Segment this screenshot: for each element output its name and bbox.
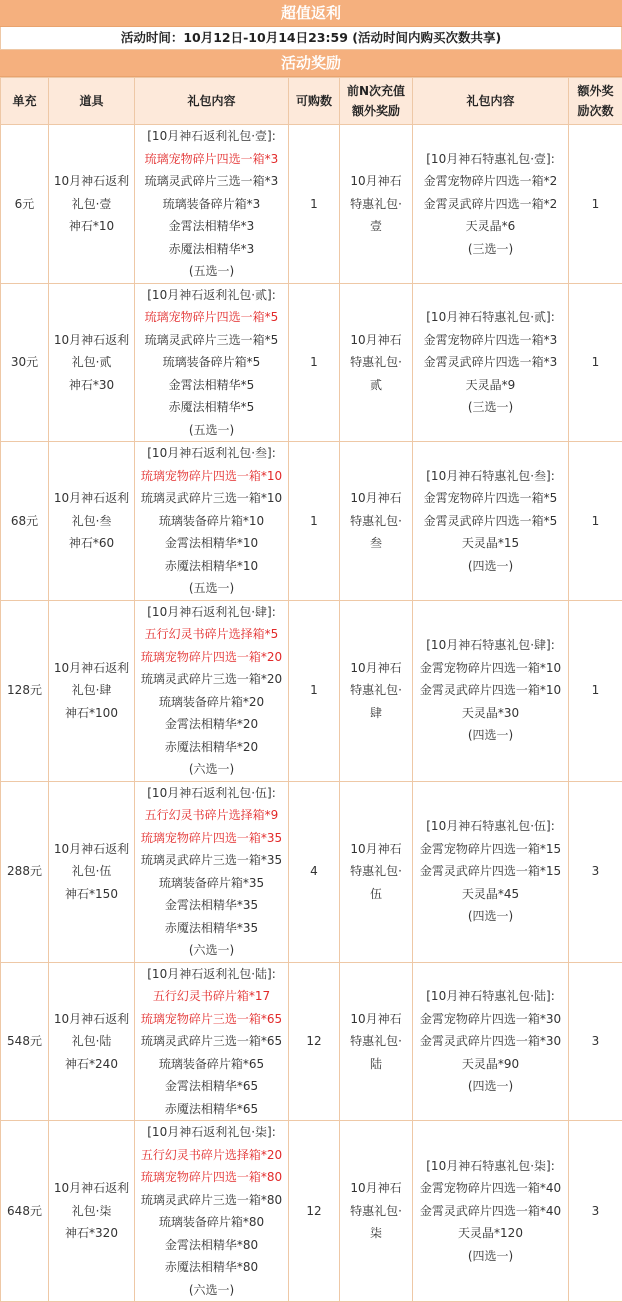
- item-cell: [49, 962, 135, 1121]
- cell-line: 金霄宠物碎片四选一箱*5: [413, 487, 568, 510]
- header-label: 励次数: [569, 101, 622, 121]
- cell-line: 琉璃宠物碎片四选一箱*10: [135, 465, 288, 488]
- cell-line: 赤魇法相精华*10: [135, 555, 288, 578]
- cell-line: 特惠礼包·: [340, 679, 412, 702]
- cell-line: 神石*60: [49, 532, 134, 555]
- cell-line: 30元: [1, 351, 48, 374]
- cell-line: 1: [289, 351, 339, 374]
- item-cell: [49, 125, 135, 284]
- header-label: 可购数: [289, 91, 339, 111]
- header-label: 额外奖: [569, 81, 622, 101]
- cell-line: 神石*240: [49, 1053, 134, 1076]
- cell-line: 琉璃灵武碎片三选一箱*5: [135, 329, 288, 352]
- cell-line: 12: [289, 1030, 339, 1053]
- cell-line: 赤魇法相精华*65: [135, 1098, 288, 1121]
- cell-line: 天灵晶*15: [413, 532, 568, 555]
- cell-line: (五选一): [135, 419, 288, 442]
- cell-line: 天灵晶*6: [413, 215, 568, 238]
- header-bonus-contents: [413, 78, 569, 125]
- table-row: [1, 600, 622, 781]
- cell-line: 天灵晶*90: [413, 1053, 568, 1076]
- bonus-contents-cell: [413, 125, 569, 284]
- cell-line: 礼包·肆: [49, 679, 134, 702]
- bonus-pack-cell: [340, 600, 413, 781]
- cell-line: 1: [569, 351, 622, 374]
- price-cell: [1, 600, 49, 781]
- bonus-times-cell: [569, 600, 622, 781]
- header-bonus-pack: [340, 78, 413, 125]
- cell-line: 10月神石返利: [49, 1008, 134, 1031]
- cell-line: [10月神石返利礼包·陆]:: [135, 963, 288, 986]
- cell-line: (四选一): [413, 1245, 568, 1268]
- cell-line: 金霄法相精华*5: [135, 374, 288, 397]
- cell-line: 五行幻灵书碎片选择箱*20: [135, 1144, 288, 1167]
- cell-line: 金霄灵武碎片四选一箱*2: [413, 193, 568, 216]
- cell-line: 1: [289, 679, 339, 702]
- buy-count-cell: [289, 600, 340, 781]
- cell-line: 琉璃装备碎片箱*20: [135, 691, 288, 714]
- bonus-contents-cell: [413, 283, 569, 442]
- cell-line: 68元: [1, 510, 48, 533]
- cell-line: 金霄灵武碎片四选一箱*10: [413, 679, 568, 702]
- header-label: 前N次充值: [340, 81, 412, 101]
- cell-line: 琉璃装备碎片箱*3: [135, 193, 288, 216]
- cell-line: 金霄法相精华*10: [135, 532, 288, 555]
- bonus-times-cell: [569, 442, 622, 601]
- cell-line: 琉璃装备碎片箱*80: [135, 1211, 288, 1234]
- bonus-pack-cell: [340, 962, 413, 1121]
- cell-line: 天灵晶*120: [413, 1222, 568, 1245]
- cell-line: 赤魇法相精华*3: [135, 238, 288, 261]
- cell-line: 琉璃灵武碎片三选一箱*65: [135, 1030, 288, 1053]
- cell-line: 金霄宠物碎片四选一箱*30: [413, 1008, 568, 1031]
- cell-line: 10月神石: [340, 657, 412, 680]
- cell-line: 10月神石返利: [49, 170, 134, 193]
- cell-line: 10月神石: [340, 487, 412, 510]
- cell-line: 10月神石返利: [49, 487, 134, 510]
- cell-line: 10月神石返利: [49, 1177, 134, 1200]
- cell-line: 赤魇法相精华*5: [135, 396, 288, 419]
- buy-count-cell: [289, 1121, 340, 1302]
- item-cell: [49, 442, 135, 601]
- header-label: 单充: [1, 91, 48, 111]
- cell-line: [10月神石特惠礼包·陆]:: [413, 985, 568, 1008]
- cell-line: 琉璃灵武碎片三选一箱*10: [135, 487, 288, 510]
- cell-line: 4: [289, 860, 339, 883]
- cell-line: 赤魇法相精华*35: [135, 917, 288, 940]
- cell-line: 五行幻灵书碎片选择箱*9: [135, 804, 288, 827]
- contents-cell: [135, 781, 289, 962]
- cell-line: 琉璃装备碎片箱*35: [135, 872, 288, 895]
- cell-line: 神石*150: [49, 883, 134, 906]
- cell-line: 琉璃装备碎片箱*5: [135, 351, 288, 374]
- cell-line: 琉璃宠物碎片四选一箱*5: [135, 306, 288, 329]
- page-title: 超值返利: [0, 0, 622, 27]
- price-cell: [1, 1121, 49, 1302]
- cell-line: 10月神石: [340, 329, 412, 352]
- table-body: [1, 125, 622, 1302]
- cell-line: (六选一): [135, 758, 288, 781]
- cell-line: 金霄宠物碎片四选一箱*3: [413, 329, 568, 352]
- cell-line: 礼包·伍: [49, 860, 134, 883]
- cell-line: (六选一): [135, 1279, 288, 1302]
- cell-line: 1: [569, 679, 622, 702]
- bonus-times-cell: [569, 1121, 622, 1302]
- cell-line: (六选一): [135, 939, 288, 962]
- cell-line: 壹: [340, 215, 412, 238]
- bonus-pack-cell: [340, 442, 413, 601]
- cell-line: 琉璃灵武碎片三选一箱*35: [135, 849, 288, 872]
- bonus-pack-cell: [340, 1121, 413, 1302]
- cell-line: 3: [569, 860, 622, 883]
- cell-line: 五行幻灵书碎片箱*17: [135, 985, 288, 1008]
- header-label: 道具: [49, 91, 134, 111]
- cell-line: [10月神石特惠礼包·叁]:: [413, 465, 568, 488]
- contents-cell: [135, 1121, 289, 1302]
- cell-line: 琉璃宠物碎片四选一箱*20: [135, 646, 288, 669]
- bonus-pack-cell: [340, 781, 413, 962]
- cell-line: [10月神石特惠礼包·柒]:: [413, 1155, 568, 1178]
- cell-line: 叁: [340, 532, 412, 555]
- cell-line: [10月神石返利礼包·壹]:: [135, 125, 288, 148]
- cell-line: 10月神石返利: [49, 657, 134, 680]
- cell-line: 金霄法相精华*3: [135, 215, 288, 238]
- activity-time: 活动时间：10月12日-10月14日23:59 (活动时间内购买次数共享): [0, 27, 622, 50]
- cell-line: 神石*320: [49, 1222, 134, 1245]
- buy-count-cell: [289, 125, 340, 284]
- contents-cell: [135, 283, 289, 442]
- header-item: [49, 78, 135, 125]
- cell-line: 琉璃宠物碎片四选一箱*80: [135, 1166, 288, 1189]
- cell-line: 特惠礼包·: [340, 860, 412, 883]
- item-cell: [49, 1121, 135, 1302]
- bonus-pack-cell: [340, 283, 413, 442]
- cell-line: 特惠礼包·: [340, 193, 412, 216]
- price-cell: [1, 962, 49, 1121]
- cell-line: 特惠礼包·: [340, 510, 412, 533]
- cell-line: 3: [569, 1030, 622, 1053]
- table-row: [1, 1121, 622, 1302]
- cell-line: [10月神石特惠礼包·肆]:: [413, 634, 568, 657]
- cell-line: (三选一): [413, 396, 568, 419]
- cell-line: 10月神石: [340, 1177, 412, 1200]
- bonus-contents-cell: [413, 442, 569, 601]
- cell-line: 贰: [340, 374, 412, 397]
- buy-count-cell: [289, 442, 340, 601]
- cell-line: 金霄法相精华*80: [135, 1234, 288, 1257]
- cell-line: 金霄宠物碎片四选一箱*15: [413, 838, 568, 861]
- cell-line: 金霄灵武碎片四选一箱*5: [413, 510, 568, 533]
- cell-line: 赤魇法相精华*80: [135, 1256, 288, 1279]
- cell-line: (三选一): [413, 238, 568, 261]
- rewards-table: [0, 77, 622, 1302]
- cell-line: 天灵晶*45: [413, 883, 568, 906]
- bonus-pack-cell: [340, 125, 413, 284]
- cell-line: 柒: [340, 1222, 412, 1245]
- item-cell: [49, 600, 135, 781]
- price-cell: [1, 781, 49, 962]
- cell-line: 金霄灵武碎片四选一箱*30: [413, 1030, 568, 1053]
- bonus-times-cell: [569, 125, 622, 284]
- header-label: 额外奖励: [340, 101, 412, 121]
- cell-line: 10月神石返利: [49, 329, 134, 352]
- cell-line: 礼包·壹: [49, 193, 134, 216]
- price-cell: [1, 125, 49, 284]
- cell-line: 金霄宠物碎片四选一箱*10: [413, 657, 568, 680]
- cell-line: (四选一): [413, 724, 568, 747]
- cell-line: 金霄法相精华*35: [135, 894, 288, 917]
- cell-line: 琉璃装备碎片箱*65: [135, 1053, 288, 1076]
- cell-line: 琉璃灵武碎片三选一箱*20: [135, 668, 288, 691]
- item-cell: [49, 781, 135, 962]
- cell-line: 12: [289, 1200, 339, 1223]
- cell-line: (四选一): [413, 1075, 568, 1098]
- cell-line: 1: [569, 193, 622, 216]
- cell-line: 礼包·贰: [49, 351, 134, 374]
- header-label: 礼包内容: [413, 91, 568, 111]
- header-label: 礼包内容: [135, 91, 288, 111]
- cell-line: 548元: [1, 1030, 48, 1053]
- cell-line: 陆: [340, 1053, 412, 1076]
- cell-line: [10月神石返利礼包·伍]:: [135, 782, 288, 805]
- table-row: [1, 781, 622, 962]
- buy-count-cell: [289, 283, 340, 442]
- cell-line: 金霄宠物碎片四选一箱*40: [413, 1177, 568, 1200]
- table-row: [1, 962, 622, 1121]
- cell-line: 赤魇法相精华*20: [135, 736, 288, 759]
- cell-line: 金霄宠物碎片四选一箱*2: [413, 170, 568, 193]
- cell-line: 金霄灵武碎片四选一箱*3: [413, 351, 568, 374]
- cell-line: 特惠礼包·: [340, 1200, 412, 1223]
- cell-line: 肆: [340, 702, 412, 725]
- bonus-contents-cell: [413, 962, 569, 1121]
- buy-count-cell: [289, 962, 340, 1121]
- table-row: [1, 283, 622, 442]
- cell-line: 1: [569, 510, 622, 533]
- cell-line: (五选一): [135, 260, 288, 283]
- cell-line: [10月神石特惠礼包·壹]:: [413, 148, 568, 171]
- bonus-times-cell: [569, 962, 622, 1121]
- cell-line: 天灵晶*9: [413, 374, 568, 397]
- cell-line: [10月神石返利礼包·叁]:: [135, 442, 288, 465]
- cell-line: (四选一): [413, 905, 568, 928]
- price-cell: [1, 283, 49, 442]
- cell-line: 金霄法相精华*65: [135, 1075, 288, 1098]
- cell-line: (四选一): [413, 555, 568, 578]
- cell-line: 五行幻灵书碎片选择箱*5: [135, 623, 288, 646]
- header-bonus-times: [569, 78, 622, 125]
- table-row: [1, 442, 622, 601]
- cell-line: 10月神石: [340, 838, 412, 861]
- bonus-times-cell: [569, 781, 622, 962]
- price-cell: [1, 442, 49, 601]
- cell-line: 10月神石: [340, 170, 412, 193]
- buy-count-cell: [289, 781, 340, 962]
- cell-line: 礼包·叁: [49, 510, 134, 533]
- cell-line: 10月神石: [340, 1008, 412, 1031]
- cell-line: 3: [569, 1200, 622, 1223]
- item-cell: [49, 283, 135, 442]
- cell-line: 神石*30: [49, 374, 134, 397]
- cell-line: 琉璃宠物碎片四选一箱*3: [135, 148, 288, 171]
- cell-line: 金霄法相精华*20: [135, 713, 288, 736]
- bonus-contents-cell: [413, 600, 569, 781]
- cell-line: 琉璃灵武碎片三选一箱*80: [135, 1189, 288, 1212]
- cell-line: 天灵晶*30: [413, 702, 568, 725]
- cell-line: 琉璃宠物碎片三选一箱*65: [135, 1008, 288, 1031]
- cell-line: 伍: [340, 883, 412, 906]
- rewards-title: 活动奖励: [0, 50, 622, 77]
- cell-line: 1: [289, 193, 339, 216]
- cell-line: 特惠礼包·: [340, 1030, 412, 1053]
- cell-line: [10月神石特惠礼包·伍]:: [413, 815, 568, 838]
- bonus-contents-cell: [413, 1121, 569, 1302]
- bonus-contents-cell: [413, 781, 569, 962]
- bonus-times-cell: [569, 283, 622, 442]
- cell-line: 神石*10: [49, 215, 134, 238]
- cell-line: [10月神石返利礼包·贰]:: [135, 284, 288, 307]
- cell-line: 288元: [1, 860, 48, 883]
- cell-line: 金霄灵武碎片四选一箱*15: [413, 860, 568, 883]
- cell-line: 1: [289, 510, 339, 533]
- cell-line: 礼包·柒: [49, 1200, 134, 1223]
- cell-line: 648元: [1, 1200, 48, 1223]
- cell-line: 神石*100: [49, 702, 134, 725]
- cell-line: 6元: [1, 193, 48, 216]
- header-buy-count: [289, 78, 340, 125]
- contents-cell: [135, 442, 289, 601]
- contents-cell: [135, 962, 289, 1121]
- header-contents: [135, 78, 289, 125]
- cell-line: 礼包·陆: [49, 1030, 134, 1053]
- cell-line: 琉璃宠物碎片四选一箱*35: [135, 827, 288, 850]
- header-price: [1, 78, 49, 125]
- cell-line: 琉璃装备碎片箱*10: [135, 510, 288, 533]
- cell-line: 琉璃灵武碎片三选一箱*3: [135, 170, 288, 193]
- contents-cell: [135, 125, 289, 284]
- cell-line: [10月神石特惠礼包·贰]:: [413, 306, 568, 329]
- table-header-row: [1, 78, 622, 125]
- cell-line: 128元: [1, 679, 48, 702]
- table-row: [1, 125, 622, 284]
- cell-line: [10月神石返利礼包·柒]:: [135, 1121, 288, 1144]
- cell-line: (五选一): [135, 577, 288, 600]
- cell-line: 金霄灵武碎片四选一箱*40: [413, 1200, 568, 1223]
- contents-cell: [135, 600, 289, 781]
- cell-line: 10月神石返利: [49, 838, 134, 861]
- cell-line: 特惠礼包·: [340, 351, 412, 374]
- cell-line: [10月神石返利礼包·肆]:: [135, 601, 288, 624]
